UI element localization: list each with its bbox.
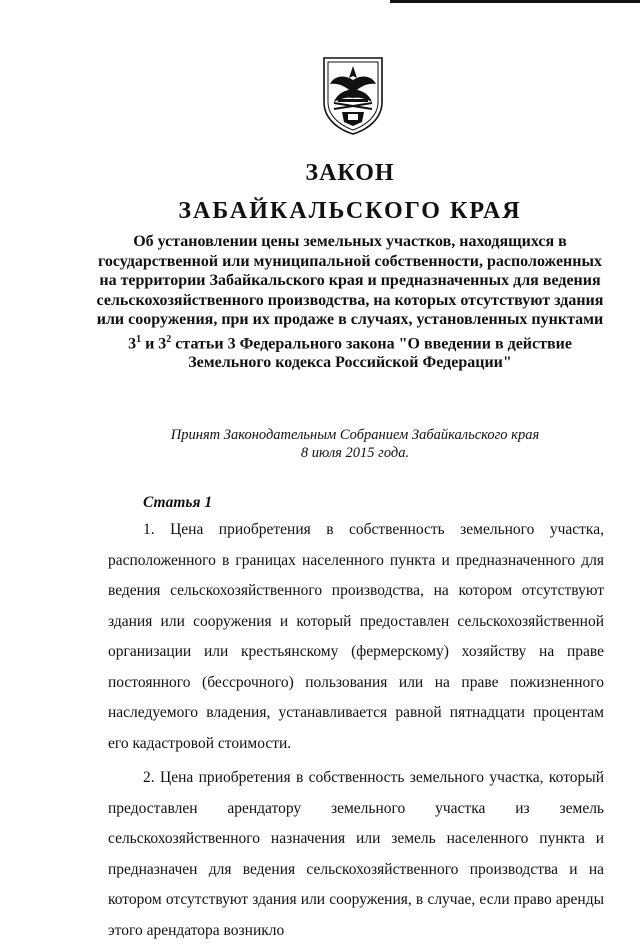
article-body: [108, 515, 604, 946]
article-heading: Статья 1: [143, 494, 213, 511]
coat-of-arms-icon: [322, 56, 384, 136]
law-title: ЗАКОН: [305, 160, 395, 186]
subject-text-part2: и 3: [141, 334, 167, 352]
adoption-body: Принят Законодательным Собранием Забайкальского края: [170, 427, 540, 443]
scan-edge-mark: [390, 0, 640, 3]
law-subject: [90, 232, 610, 373]
paragraph-2: 2. Цена приобретения в собственность земельного участка, который предоставлен арендатору земельного участка из земель сельскохозяйственного назначения или земель населенного пункта и предназначен для ведения сельскохозяйственного производства и на котором отсутствуют здания или сооружения, в случае, если право аренды этого арендатора возникло: [108, 769, 604, 939]
subject-text-part1: Об установлении цены земельных участков, находящихся в государственной или муниципальной собственности, расположенных на территории Забайкальского края и предназначенных для ведения сельскохозяйственного производства, на которых отсутствуют здания или сооружения, при их продаже в случаях, установленных пунктами 3: [96, 233, 604, 352]
adoption-note: [120, 426, 590, 462]
subject-sup2: 2: [166, 333, 172, 345]
paragraph-1: 1. Цена приобретения в собственность земельного участка, расположенного в границах населенного пункта и предназначенного для ведения сельскохозяйственного производства, на котором отсутствуют здания или сооружения и который предоставлен сельскохозяйственной организации или крестьянскому (фермерскому) хозяйству на праве постоянного (бессрочного) пользования или на праве пожизненного наследуемого владения, устанавливается равной пятнадцати процентам его кадастровой стоимости.: [108, 521, 604, 752]
subject-sup1: 1: [136, 333, 142, 345]
subject-text-part3: статьи 3 Федерального закона "О введении в действие Земельного кодекса Российской Федерации": [171, 334, 572, 372]
adoption-date: 8 июля 2015 года.: [300, 445, 410, 461]
law-region-title: ЗАБАЙКАЛЬСКОГО КРАЯ: [178, 198, 522, 224]
